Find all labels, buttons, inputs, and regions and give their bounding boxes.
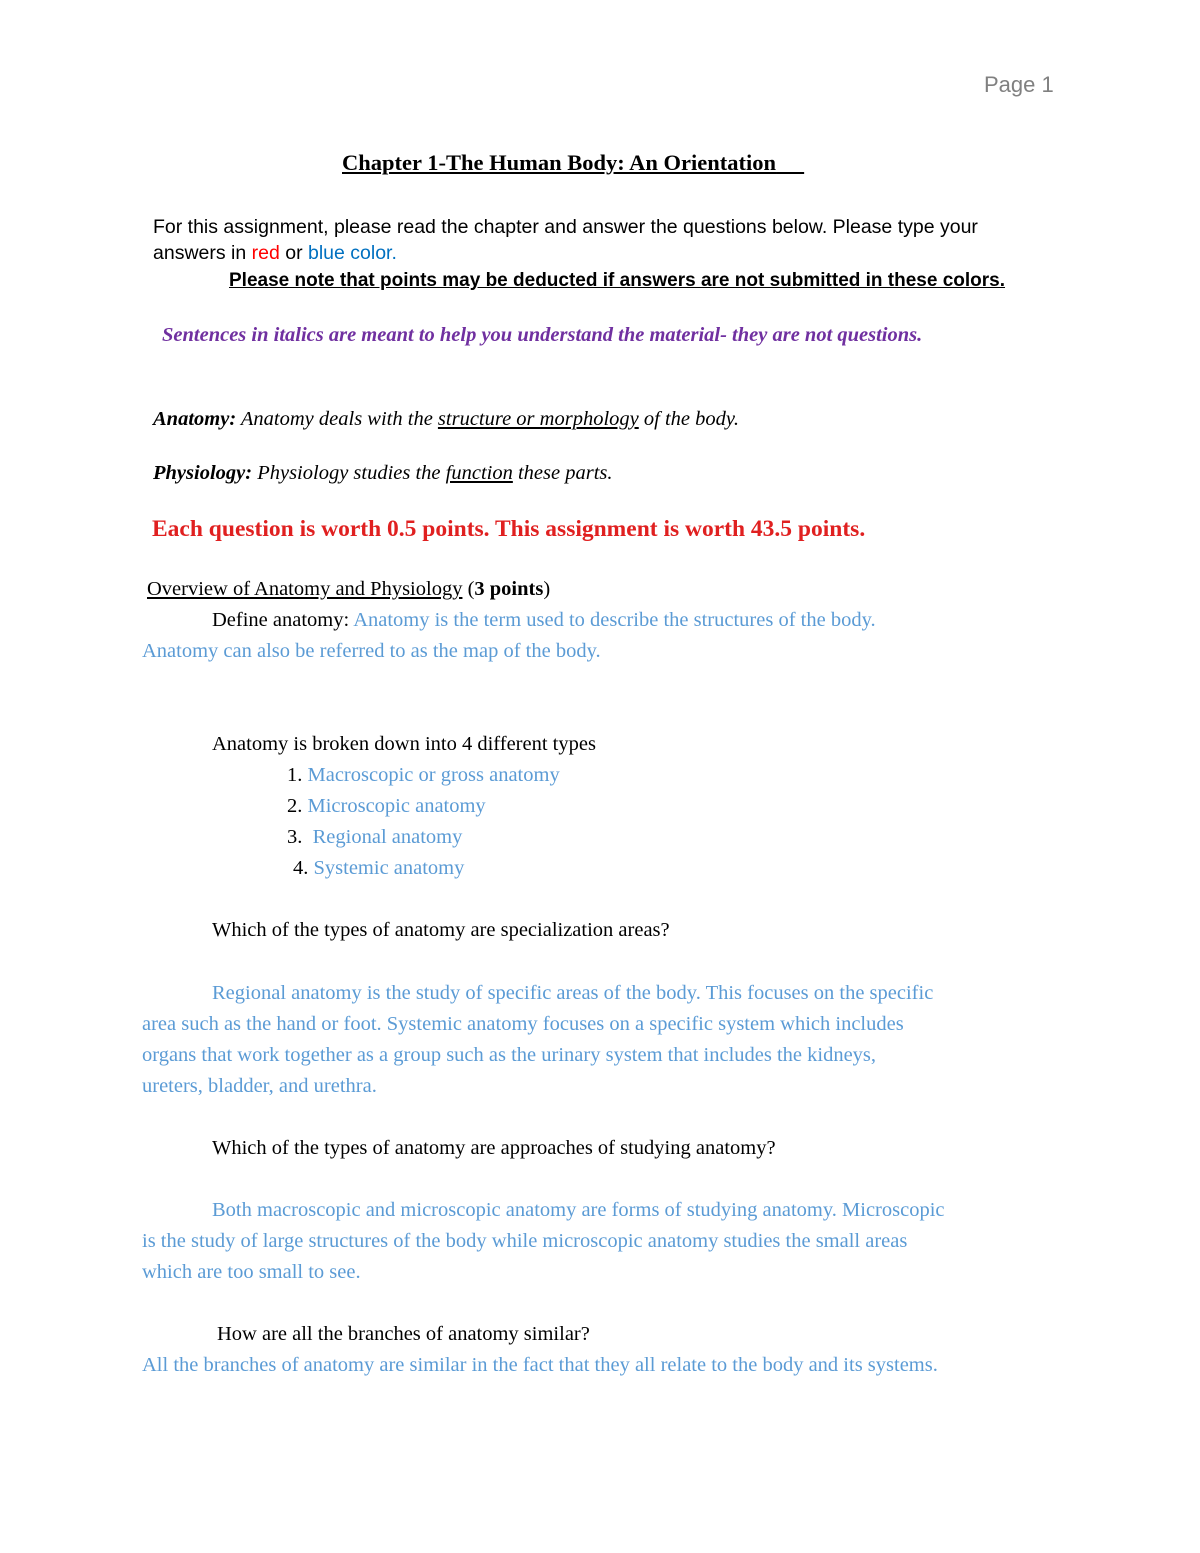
list-item	[293, 857, 464, 880]
q1-line	[212, 609, 876, 632]
list-number: 3.	[287, 826, 303, 848]
q2-answer-line: area such as the hand or foot. Systemic anatomy focuses on a specific system which includes	[142, 1013, 904, 1035]
q4-prompt: How are all the branches of anatomy similar?	[217, 1323, 590, 1345]
instructions-or: or	[279, 242, 308, 264]
section-points-close: )	[543, 578, 551, 600]
document-title: Chapter 1-The Human Body: An Orientation	[342, 150, 777, 175]
list-item	[287, 795, 486, 818]
anatomy-definition	[153, 408, 739, 431]
color-warning-note: Please note that points may be deducted if answers are not submitted in these colors.	[229, 270, 1006, 291]
red-word: red	[251, 242, 280, 264]
types-intro: Anatomy is broken down into 4 different types	[212, 733, 596, 755]
italics-note: Sentences in italics are meant to help you understand the material- they are not questions.	[162, 324, 923, 346]
physiology-definition	[153, 462, 613, 485]
list-text: Systemic anatomy	[313, 857, 465, 879]
list-text: Microscopic anatomy	[307, 795, 486, 817]
list-item	[287, 764, 560, 787]
section-heading-text: Overview of Anatomy and Physiology	[147, 578, 463, 600]
q2-answer-line: organs that work together as a group such as the urinary system that includes the kidneys,	[142, 1044, 877, 1066]
instructions-prefix: answers in	[153, 242, 252, 264]
anatomy-underline: structure or morphology	[437, 408, 639, 430]
list-text: Macroscopic or gross anatomy	[307, 764, 560, 786]
q2-answer-line: ureters, bladder, and urethra.	[142, 1075, 377, 1097]
q2-answer-line: Regional anatomy is the study of specific areas of the body. This focuses on the specific	[212, 982, 934, 1004]
instructions-line-1: For this assignment, please read the chapter and answer the questions below. Please type your	[153, 216, 978, 238]
points-note: Each question is worth 0.5 points. This assignment is worth 43.5 points.	[152, 516, 866, 542]
list-item	[287, 826, 462, 849]
q4-answer: All the branches of anatomy are similar in the fact that they all relate to the body and its systems.	[142, 1354, 938, 1376]
list-number: 4.	[293, 857, 309, 879]
physiology-text: Physiology studies the	[252, 462, 446, 484]
list-number: 2.	[287, 795, 303, 817]
anatomy-text-end: of the body.	[638, 408, 739, 430]
section-heading	[147, 578, 550, 601]
anatomy-label: Anatomy:	[153, 408, 237, 430]
q1-answer-line-1: Anatomy is the term used to describe the structures of the body.	[353, 609, 876, 631]
section-points-open: (	[462, 578, 475, 600]
anatomy-text: Anatomy deals with the	[236, 408, 438, 430]
q1-prompt: Define anatomy:	[212, 609, 354, 631]
q3-answer-line: which are too small to see.	[142, 1261, 361, 1283]
physiology-underline: function	[445, 462, 513, 484]
physiology-text-end: these parts.	[512, 462, 613, 484]
q2-prompt: Which of the types of anatomy are specialization areas?	[212, 919, 670, 941]
page-number: Page 1	[984, 72, 1054, 97]
list-number: 1.	[287, 764, 303, 786]
q3-answer-line: is the study of large structures of the body while microscopic anatomy studies the small areas	[142, 1230, 908, 1252]
q3-answer-line: Both macroscopic and microscopic anatomy are forms of studying anatomy. Microscopic	[212, 1199, 945, 1221]
instructions-line-2	[153, 242, 397, 265]
section-points: 3 points	[474, 578, 544, 600]
list-text: Regional anatomy	[312, 826, 463, 848]
q3-prompt: Which of the types of anatomy are approaches of studying anatomy?	[212, 1137, 776, 1159]
q1-answer-line-2: Anatomy can also be referred to as the map of the body.	[142, 640, 601, 662]
physiology-label: Physiology:	[153, 462, 253, 484]
blue-word: blue color.	[308, 242, 397, 264]
